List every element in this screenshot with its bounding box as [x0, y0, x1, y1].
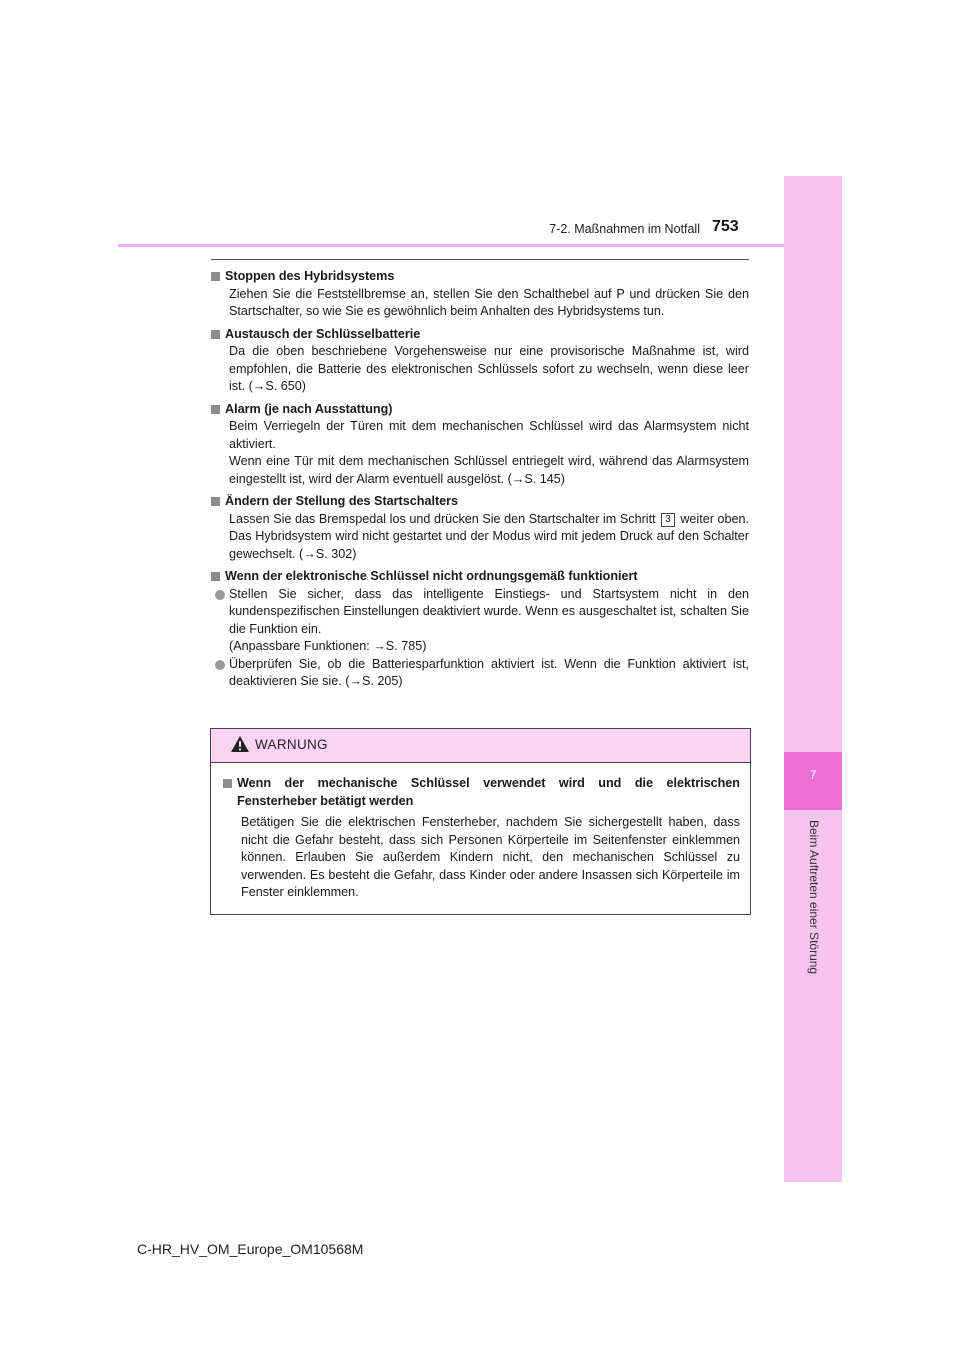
chapter-side-tab: [784, 176, 842, 1182]
document-code: C-HR_HV_OM_Europe_OM10568M: [137, 1241, 364, 1257]
square-bullet-icon: [223, 779, 232, 788]
chapter-title: Beim Auftreten einer Störung: [807, 820, 821, 975]
section-stop-hybrid: [211, 268, 749, 321]
warning-header: [211, 729, 750, 763]
header-rule: [118, 244, 784, 247]
chapter-number: 7: [809, 768, 817, 782]
list-item: Überprüfen Sie, ob die Batteriesparfunktion aktiviert ist. Wenn die Funktion aktiviert ist, deaktivieren Sie sie. (→S. 205): [211, 656, 749, 691]
page-content: [211, 268, 749, 696]
section-title: Alarm (je nach Ausstattung): [211, 401, 749, 419]
square-bullet-icon: [211, 330, 220, 339]
warning-triangle-icon: [230, 735, 250, 753]
section-key-malfunction: [211, 568, 749, 691]
section-title: Ändern der Stellung des Startschalters: [211, 493, 749, 511]
square-bullet-icon: [211, 497, 220, 506]
warning-text: Betätigen Sie die elektrischen Fensterheber, nachdem Sie sichergestellt haben, dass nicht die Gefahr besteht, dass sich Personen Körperteile im Seitenfenster einklemmen können. Erlauben Sie außerdem Kindern nicht, den mechanischen Schlüssel zu verwenden. Es besteht die Gefahr, dass Kinder oder andere Insassen sich Körperteile im Fenster einklemmen.: [241, 815, 740, 899]
warning-box: [210, 728, 751, 915]
section-start-switch: [211, 493, 749, 563]
section-text: Ziehen Sie die Feststellbremse an, stellen Sie den Schalthebel auf P und drücken Sie den Startschalter, so wie Sie es gewöhnlich beim Anhalten des Hybridsystems tun.: [229, 286, 749, 318]
warning-title: Wenn der mechanische Schlüssel verwendet wird und die elektrischen Fensterheber betätigt werden: [223, 775, 740, 810]
list-item: Stellen Sie sicher, dass das intelligente Einstiegs- und Startsystem nicht in den kundenspezifischen Einstellungen deaktiviert wurde. Wenn es ausgeschaltet ist, schalten Sie die Funktion ein. (Anpassbare Funktionen: →S. 785): [211, 586, 749, 656]
section-alarm: [211, 401, 749, 489]
alarm-text-line: Beim Verriegeln der Türen mit dem mechanischen Schlüssel wird das Alarmsystem nicht aktiviert.: [229, 419, 749, 451]
section-text: Da die oben beschriebene Vorgehensweise nur eine provisorische Maßnahme ist, wird empfohlen, die Batterie des elektronischen Schlüssels sofort zu wechseln, wenn diese leer ist. (→S. 650): [229, 344, 749, 393]
section-title: Stoppen des Hybridsystems: [211, 268, 749, 286]
round-bullet-icon: [215, 590, 225, 600]
square-bullet-icon: [211, 572, 220, 581]
alarm-text-line: Wenn eine Tür mit dem mechanischen Schlüssel entriegelt wird, während das Alarmsystem eingestellt ist, wird der Alarm eventuell ausgelöst. (→S. 145): [229, 454, 749, 486]
section-title: Austausch der Schlüsselbatterie: [211, 326, 749, 344]
round-bullet-icon: [215, 660, 225, 670]
chapter-title-wrap: [785, 820, 843, 1010]
section-text: [211, 418, 749, 488]
step-reference: 3: [661, 513, 675, 527]
page-number: 753: [712, 218, 739, 235]
warning-label: WARNUNG: [255, 737, 328, 752]
square-bullet-icon: [211, 272, 220, 281]
section-key-battery: [211, 326, 749, 396]
warning-body: [211, 763, 750, 902]
square-bullet-icon: [211, 405, 220, 414]
section-title: Wenn der elektronische Schlüssel nicht ordnungsgemäß funktioniert: [211, 568, 749, 586]
section-header: 7-2. Maßnahmen im Notfall: [549, 222, 700, 236]
section-text: Lassen Sie das Bremspedal los und drücken Sie den Startschalter im Schritt 3 weiter oben. Das Hybridsystem wird nicht gestartet und der Modus wird mit jedem Druck auf den Schalter gewechselt. (→S. 302): [229, 511, 750, 561]
content-top-rule: [211, 259, 749, 260]
